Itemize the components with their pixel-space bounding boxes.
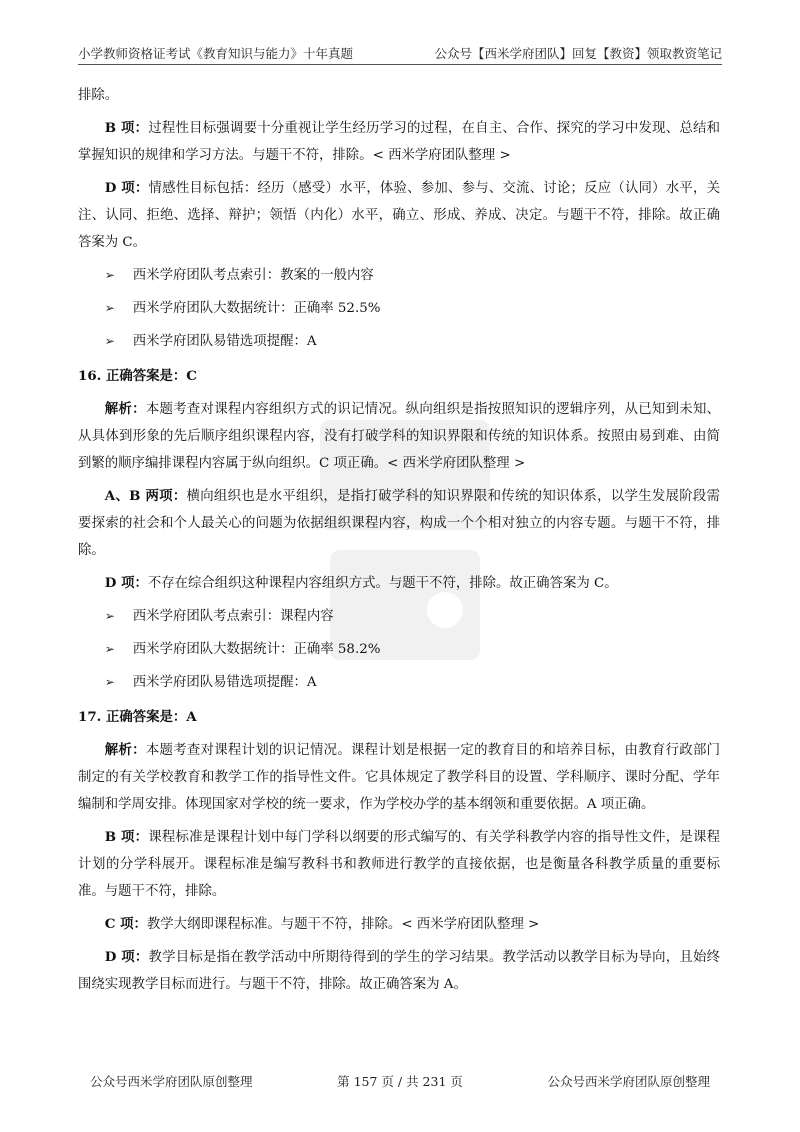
option-text: 情感性目标包括：经历（感受）水平，体验、参加、参与、交流、讨论；反应（认同）水平，关注、认同、拒绝、选择、辩护；领悟（内化）水平，确立、形成、养成、决定。与题干不符，排除。故正确答案为 C。 xyxy=(78,181,721,250)
analysis-text: 本题考查对课程计划的识记情况。课程计划是根据一定的教育目的和培养目标，由教育行政部门制定的有关学校教育和教学工作的指导性文件。它具体规定了教学科目的设置、学科顺序、课时分配、学年编制和学周安排。体现国家对学校的统一要求，作为学校办学的基本纲领和重要依据。A 项正确。 xyxy=(78,743,721,812)
question-16-heading: 16. 正确答案是：C xyxy=(78,368,197,384)
page-header xyxy=(78,44,722,65)
option-label: D 项： xyxy=(104,949,149,965)
option-label: A、B 两项： xyxy=(104,488,187,504)
option-d-explanation xyxy=(78,175,720,256)
bullet-text: 西米学府团队考点索引：教案的一般内容 xyxy=(132,268,374,283)
option-label: B 项： xyxy=(104,829,149,845)
analysis-text: 本题考查对课程内容组织方式的识记情况。纵向组织是指按照知识的逻辑序列，从已知到未知、从具体到形象的先后顺序组织课程内容，没有打破学科的知识界限和传统的知识体系。按照由易到难、由简到繁的顺序编排课程内容属于纵向组织。C 项正确。< 西米学府团队整理 > xyxy=(78,402,721,471)
option-text: 教学大纲即课程标准。与题干不符，排除。< 西米学府团队整理 > xyxy=(146,917,540,932)
option-label: D 项： xyxy=(104,575,148,591)
footer-right: 公众号西米学府团队原创整理 xyxy=(547,1074,710,1089)
q17-option-c xyxy=(78,911,720,938)
bullet-text: 西米学府团队易错选项提醒：A xyxy=(132,675,317,690)
option-text: 过程性目标强调要十分重视让学生经历学习的过程，在自主、合作、探究的学习中发现、总结和掌握知识的规律和学习方法。与题干不符，排除。< 西米学府团队整理 > xyxy=(78,121,721,163)
document-body xyxy=(78,82,720,1004)
option-label: B 项： xyxy=(104,120,149,136)
bullet-text: 西米学府团队大数据统计：正确率 58.2% xyxy=(132,642,381,657)
analysis-label: 解析： xyxy=(104,401,146,417)
bullet-text: 西米学府团队大数据统计：正确率 52.5% xyxy=(132,301,381,316)
q16-option-d xyxy=(78,570,720,597)
q17-analysis xyxy=(78,737,720,818)
q16-option-ab xyxy=(78,483,720,564)
question-17-heading: 17. 正确答案是：A xyxy=(78,709,197,725)
arrow-bullet-icon: ➢ xyxy=(104,268,115,282)
option-label: D 项： xyxy=(104,180,149,196)
footer-left: 公众号西米学府团队原创整理 xyxy=(90,1074,253,1089)
header-title: 小学教师资格证考试《教育知识与能力》十年真题 xyxy=(78,46,354,61)
arrow-bullet-icon: ➢ xyxy=(104,301,115,315)
q17-option-b xyxy=(78,824,720,905)
bullet-item xyxy=(78,328,720,355)
option-label: C 项： xyxy=(104,916,147,932)
option-b-explanation xyxy=(78,115,720,169)
option-text: 横向组织也是水平组织，是指打破学科的知识界限和传统的知识体系，以学生发展阶段需要探索的社会和个人最关心的问题为依据组织课程内容，构成一个个相对独立的内容专题。与题干不符，排除。 xyxy=(78,489,721,558)
bullet-item xyxy=(78,669,720,696)
option-text: 教学目标是指在教学活动中所期待得到的学生的学习结果。教学活动以教学目标为导向，且始终围绕实现教学目标而进行。与题干不符，排除。故正确答案为 A。 xyxy=(78,950,721,992)
arrow-bullet-icon: ➢ xyxy=(104,334,115,348)
arrow-bullet-icon: ➢ xyxy=(104,675,115,689)
page-number: 第 157 页 / 共 231 页 xyxy=(337,1074,463,1089)
bullet-item xyxy=(78,636,720,663)
continuation-text: 排除。 xyxy=(78,88,119,103)
page-footer xyxy=(90,1072,710,1092)
bullet-item xyxy=(78,603,720,630)
arrow-bullet-icon: ➢ xyxy=(104,642,115,656)
bullet-item xyxy=(78,295,720,322)
header-promo: 公众号【西米学府团队】回复【教资】领取教资笔记 xyxy=(434,46,722,61)
q17-option-d xyxy=(78,944,720,998)
bullet-text: 西米学府团队考点索引：课程内容 xyxy=(132,609,334,624)
analysis-label: 解析： xyxy=(104,742,146,758)
option-text: 课程标准是课程计划中每门学科以纲要的形式编写的、有关学科教学内容的指导性文件，是课程计划的分学科展开。课程标准是编写教科书和教师进行教学的直接依据，也是衡量各科教学质量的重要标准。与题干不符，排除。 xyxy=(78,830,721,899)
bullet-text: 西米学府团队易错选项提醒：A xyxy=(132,334,317,349)
option-text: 不存在综合组织这种课程内容组织方式。与题干不符，排除。故正确答案为 C。 xyxy=(147,576,618,591)
bullet-item xyxy=(78,262,720,289)
q16-analysis xyxy=(78,396,720,477)
arrow-bullet-icon: ➢ xyxy=(104,609,115,623)
